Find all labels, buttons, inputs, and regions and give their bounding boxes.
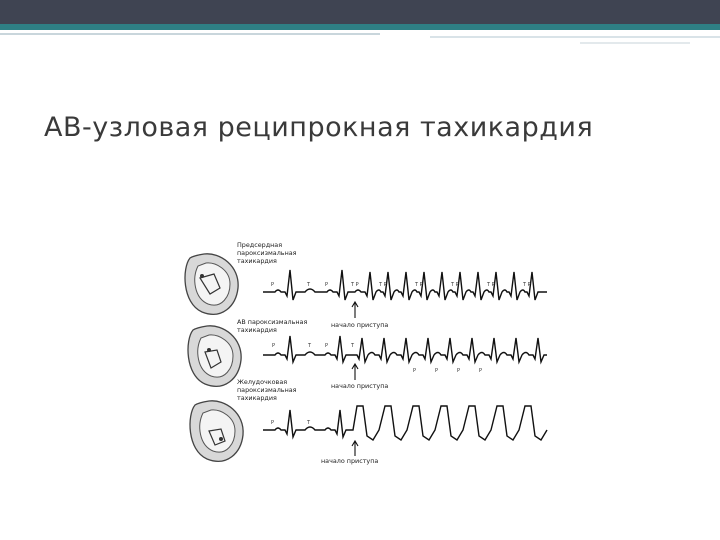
onset-arrow-icon <box>352 302 358 318</box>
wave-label: P <box>479 368 483 374</box>
slide-title: АВ-узловая реципрокная тахикардия <box>44 112 594 143</box>
panel-label: пароксизмальная <box>237 249 297 257</box>
panel-label: пароксизмальная <box>237 386 297 394</box>
wave-label: T <box>351 343 355 349</box>
decorative-line <box>0 33 380 35</box>
wave-label: P <box>272 343 276 349</box>
wave-label: T <box>307 282 311 288</box>
wave-label: P <box>457 368 461 374</box>
onset-label: начало приступа <box>331 321 389 329</box>
panel-label: тахикардия <box>237 257 277 265</box>
panel-label: Предсердная <box>237 241 283 249</box>
wave-label: P <box>325 282 329 288</box>
panel-label: тахикардия <box>237 394 277 402</box>
panel-label: тахикардия <box>237 326 277 334</box>
wave-label: T P <box>451 282 459 288</box>
wave-label: T <box>308 343 312 349</box>
top-accent-bar <box>0 24 720 30</box>
wave-label: P <box>413 368 417 374</box>
ecg-illustration <box>175 230 550 470</box>
ecg-trace <box>263 336 547 362</box>
ecg-trace <box>263 406 547 440</box>
wave-label: P <box>271 282 275 288</box>
wave-label: P <box>325 343 329 349</box>
heart-icon <box>190 401 243 461</box>
ecg-figure <box>175 230 550 470</box>
onset-arrow-icon <box>352 441 358 456</box>
panel-label: АВ пароксизмальная <box>237 318 308 326</box>
heart-icon <box>188 326 241 386</box>
wave-label: T P <box>351 282 359 288</box>
top-bar <box>0 0 720 24</box>
onset-arrow-icon <box>352 364 358 380</box>
heart-icon <box>185 254 238 314</box>
onset-label: начало приступа <box>331 382 389 390</box>
wave-label: T <box>307 420 311 426</box>
wave-label: T P <box>523 282 531 288</box>
wave-label: P <box>435 368 439 374</box>
wave-label: P <box>271 420 275 426</box>
ecg-trace <box>263 270 547 300</box>
wave-label: T P <box>487 282 495 288</box>
decorative-line <box>430 36 720 38</box>
decorative-line <box>580 42 690 44</box>
wave-label: T P <box>415 282 423 288</box>
wave-label: T P <box>379 282 387 288</box>
onset-label: начало приступа <box>321 457 379 465</box>
panel-label: Желудочковая <box>237 378 288 386</box>
